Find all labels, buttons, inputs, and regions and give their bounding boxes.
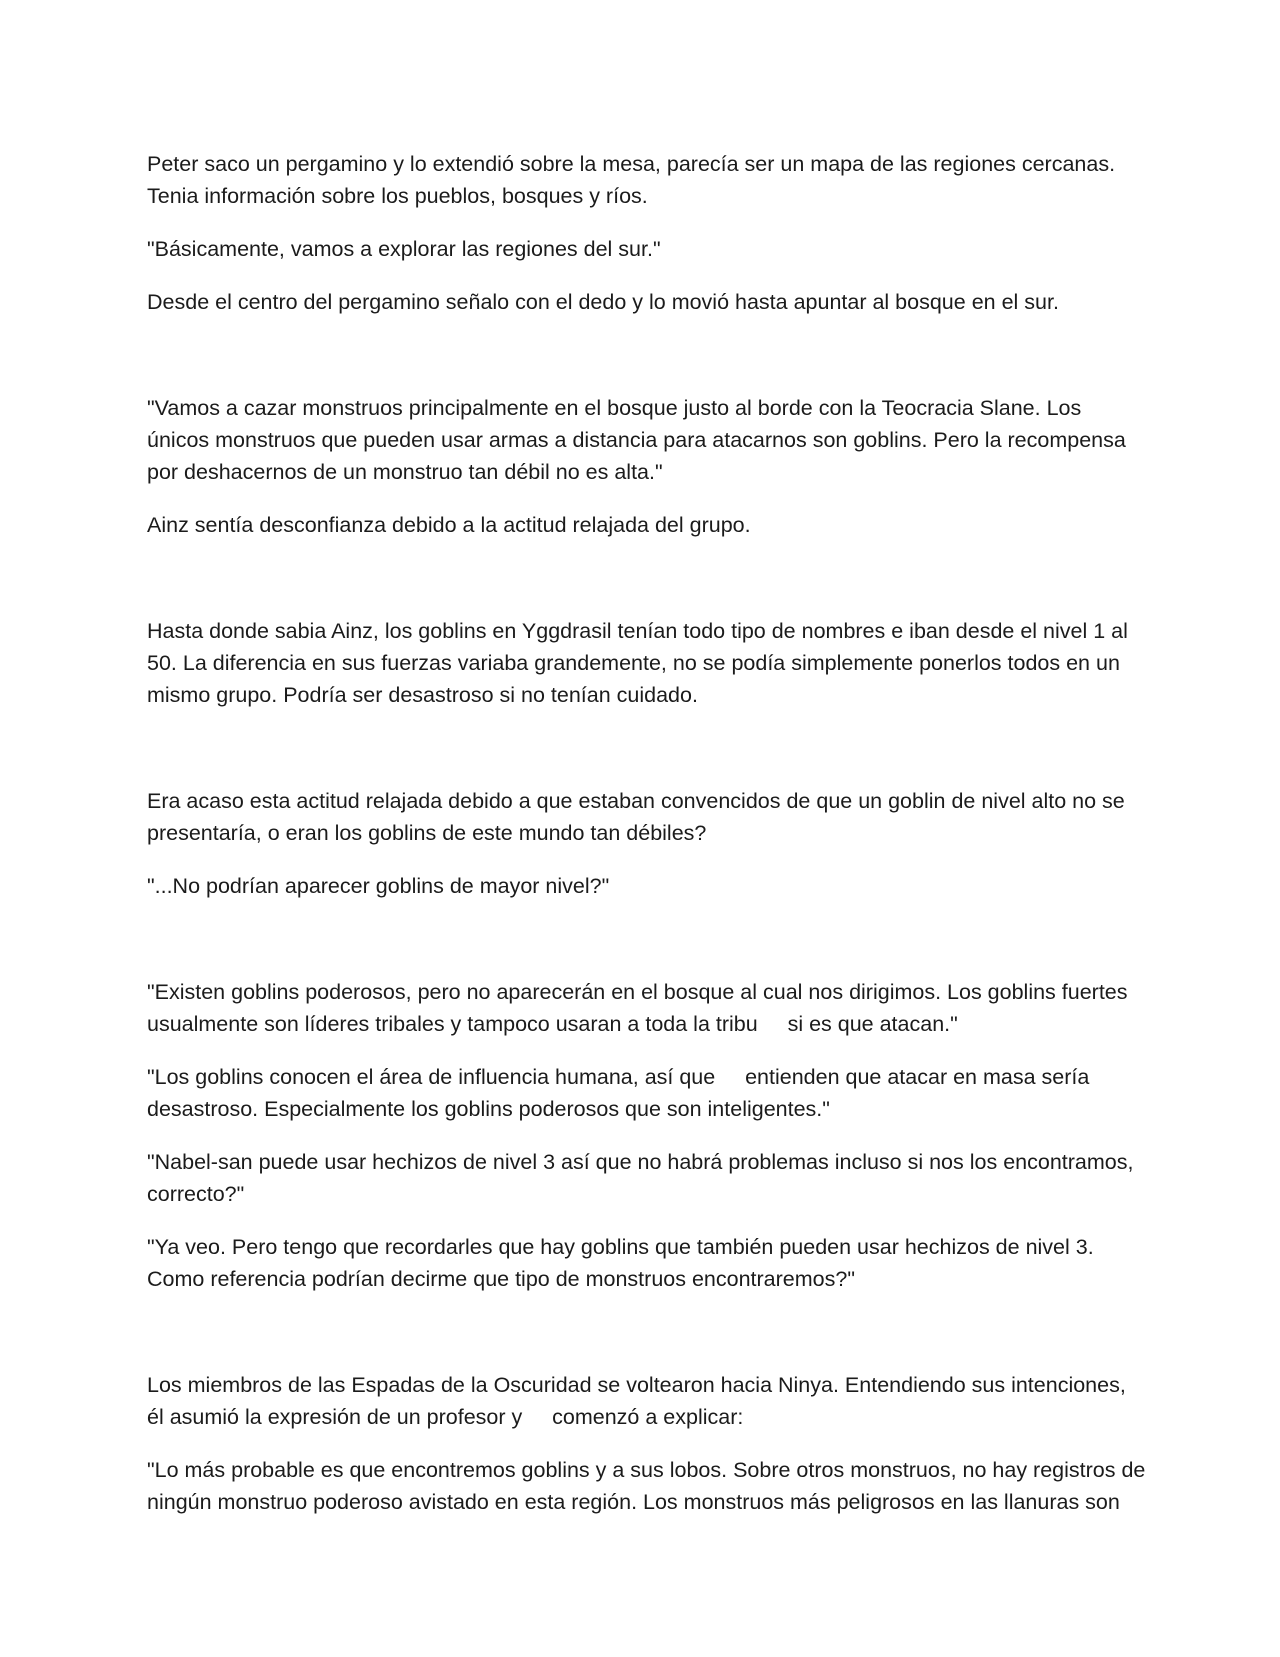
paragraph: "Existen goblins poderosos, pero no aparecerán en el bosque al cual nos dirigimos. Los goblins fuertes usualmente son líderes tribales y tampoco usaran a toda la tribu si es que atacan.": [147, 980, 1134, 1036]
paragraph: Los miembros de las Espadas de la Oscuridad se voltearon hacia Ninya. Entendiendo sus intenciones, él asumió la expresión de un profesor y comenzó a explicar:: [147, 1373, 1132, 1429]
paragraph: "...No podrían aparecer goblins de mayor nivel?": [147, 874, 610, 898]
document-body: [147, 148, 1147, 1518]
paragraph: Peter saco un pergamino y lo extendió sobre la mesa, parecía ser un mapa de las regiones cercanas. Tenia información sobre los pueblos, bosques y ríos.: [147, 152, 1121, 208]
paragraph: "Vamos a cazar monstruos principalmente en el bosque justo al borde con la Teocracia Slane. Los únicos monstruos que pueden usar armas a distancia para atacarnos son goblins. Pero la recompensa por deshacernos de un monstruo tan débil no es alta.": [147, 396, 1126, 484]
paragraph: Ainz sentía desconfianza debido a la actitud relajada del grupo.: [147, 513, 751, 537]
paragraph: "Lo más probable es que encontremos goblins y a sus lobos. Sobre otros monstruos, no hay registros de ningún monstruo poderoso avistado en esta región. Los monstruos más peligrosos en las llanuras son: [147, 1458, 1146, 1514]
paragraph: "Básicamente, vamos a explorar las regiones del sur.": [147, 237, 661, 261]
paragraph: "Ya veo. Pero tengo que recordarles que hay goblins que también pueden usar hechizos de nivel 3. Como referencia podrían decirme que tipo de monstruos encontraremos?": [147, 1235, 1094, 1291]
paragraph: Era acaso esta actitud relajada debido a que estaban convencidos de que un goblin de nivel alto no se presentaría, o eran los goblins de este mundo tan débiles?: [147, 789, 1125, 845]
paragraph: "Los goblins conocen el área de influencia humana, así que entienden que atacar en masa sería desastroso. Especialmente los goblins poderosos que son inteligentes.": [147, 1065, 1096, 1121]
paragraph: "Nabel-san puede usar hechizos de nivel 3 así que no habrá problemas incluso si nos los encontramos, correcto?": [147, 1150, 1134, 1206]
paragraph: Desde el centro del pergamino señalo con el dedo y lo movió hasta apuntar al bosque en el sur.: [147, 290, 1059, 314]
paragraph: Hasta donde sabia Ainz, los goblins en Yggdrasil tenían todo tipo de nombres e iban desde el nivel 1 al 50. La diferencia en sus fuerzas variaba grandemente, no se podía simplemente ponerlos todos en un mismo grupo. Podría ser desastroso si no tenían cuidado.: [147, 619, 1128, 707]
